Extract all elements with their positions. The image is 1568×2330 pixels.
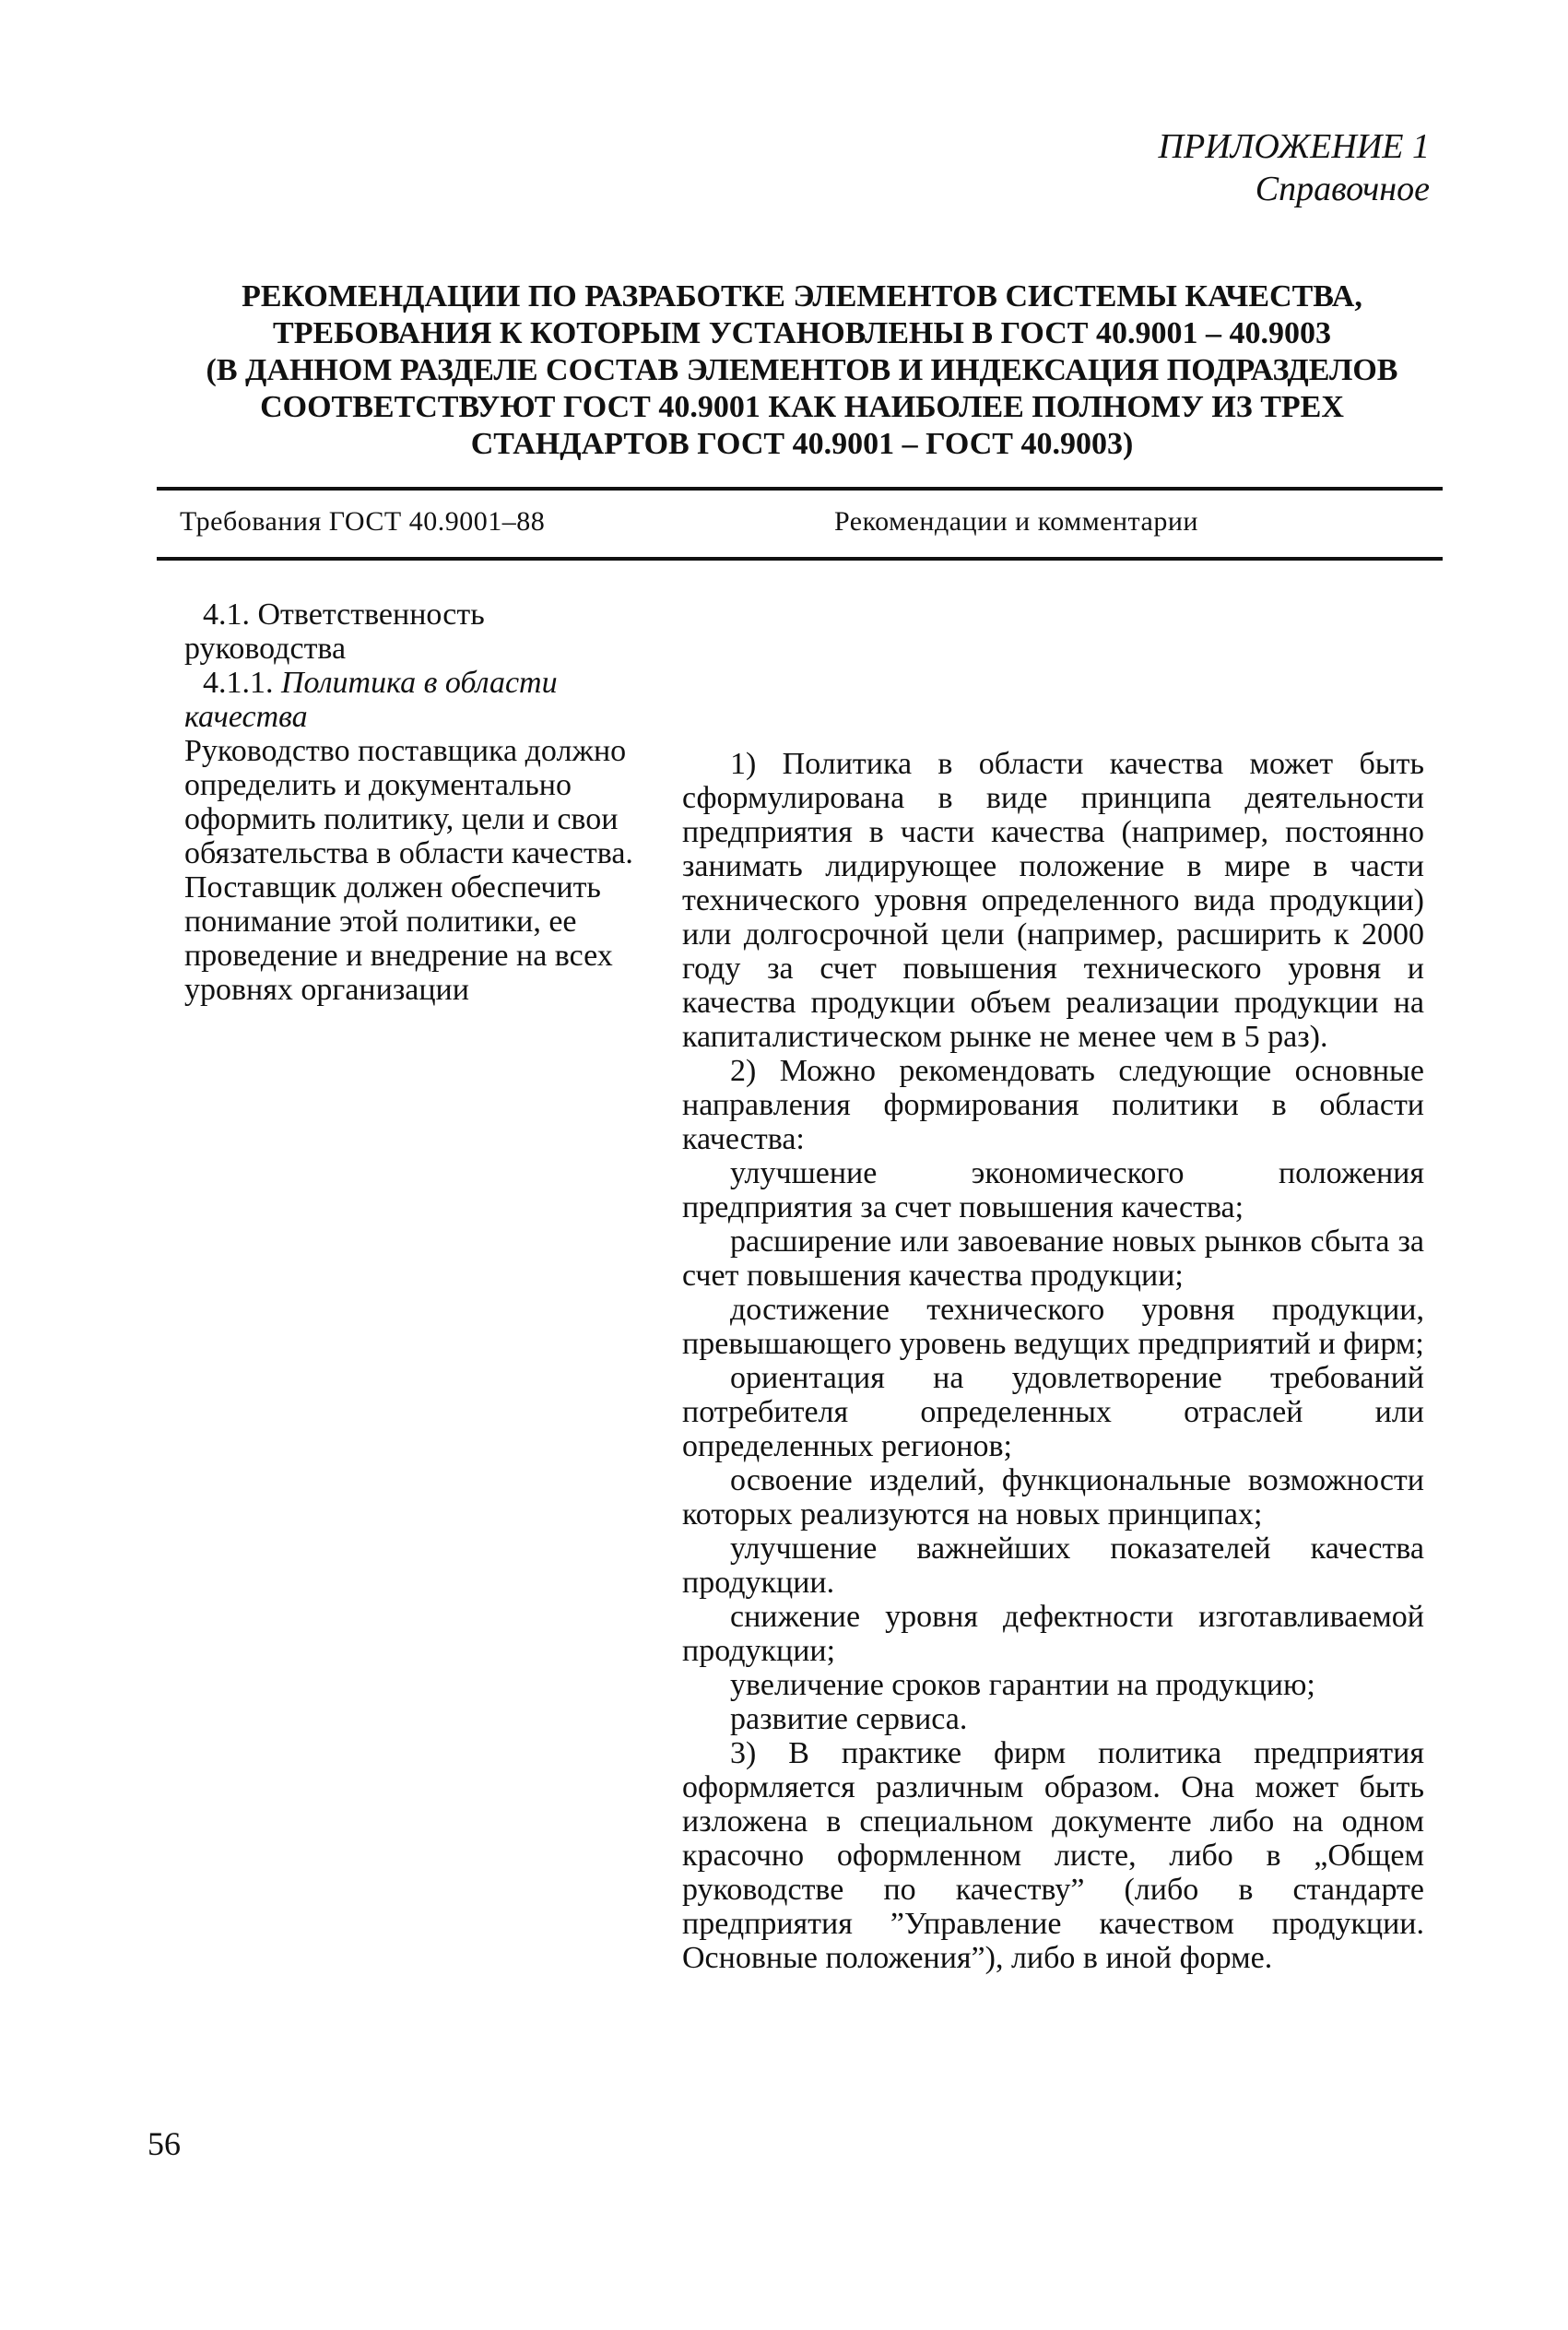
requirements-column [184, 597, 653, 1007]
recommendation-item: увеличение сроков гарантии на продукцию; [730, 1668, 1315, 1702]
document-title [184, 278, 1420, 463]
appendix-kind: Справочное [1255, 170, 1430, 208]
title-line: (В ДАННОМ РАЗДЕЛЕ СОСТАВ ЭЛЕМЕНТОВ И ИНДЕКСАЦИЯ ПОДРАЗДЕЛОВ [206, 353, 1398, 387]
title-line: РЕКОМЕНДАЦИИ ПО РАЗРАБОТКЕ ЭЛЕМЕНТОВ СИСТЕМЫ КАЧЕСТВА, [242, 279, 1362, 313]
recommendation-paragraph: 3) В практике фирм политика предприятия оформляется различным образом. Она может быть изложена в специальном документе либо на одном красочно оформленном листе, либо в „Общем руководстве по качеству” (либо в стандарте предприятия ”Управление качеством продукции. Основные положения”), либо в иной форме. [682, 1736, 1424, 1975]
column-header-requirements: Требования ГОСТ 40.9001–88 [180, 506, 546, 537]
section-heading: 4.1. Ответственность руководства [184, 597, 485, 666]
recommendations-column [682, 747, 1424, 1975]
subsection-number: 4.1.1. [203, 666, 274, 700]
recommendation-item: развитие сервиса. [730, 1702, 968, 1736]
table-header-rule [157, 557, 1443, 561]
requirement-text: Руководство поставщика должно определить и документально оформить политику, цели и свои обязательства в области качества. Поставщик должен обеспечить понимание этой политики, ее проведение и внедрение на всех уровнях организации [184, 734, 633, 1007]
page-number: 56 [147, 2125, 181, 2162]
title-line: ТРЕБОВАНИЯ К КОТОРЫМ УСТАНОВЛЕНЫ В ГОСТ 40.9001 – 40.9003 [273, 316, 1331, 350]
column-header-recommendations: Рекомендации и комментарии [834, 506, 1198, 537]
recommendation-item: улучшение экономического положения предприятия за счет повышения качества; [682, 1156, 1424, 1224]
recommendation-item: достижение технического уровня продукции, превышающего уровень ведущих предприятий и фирм; [682, 1293, 1424, 1361]
appendix-header [1159, 125, 1430, 210]
recommendation-paragraph: 1) Политика в области качества может быть сформулирована в виде принципа деятельности предприятия в части качества (например, постоянно занимать лидирующее положение в мире в части технического уровня определенного вида продукции) или долгосрочной цели (например, расширить к 2000 году за счет повышения технического уровня и качества продукции объем реализации продукции на капиталистическом рынке не менее чем в 5 раз). [682, 747, 1424, 1054]
subsection-heading [184, 666, 653, 734]
title-line: СТАНДАРТОВ ГОСТ 40.9001 – ГОСТ 40.9003) [470, 427, 1134, 461]
recommendation-item: улучшение важнейших показателей качества продукции. [682, 1532, 1424, 1600]
recommendation-item: снижение уровня дефектности изготавливаемой продукции; [682, 1600, 1424, 1668]
recommendation-paragraph: 2) Можно рекомендовать следующие основные направления формирования политики в области качества: [682, 1054, 1424, 1156]
recommendation-item: освоение изделий, функциональные возможности которых реализуются на новых принципах; [682, 1463, 1424, 1532]
recommendation-item: расширение или завоевание новых рынков сбыта за счет повышения качества продукции; [682, 1224, 1424, 1293]
appendix-label: ПРИЛОЖЕНИЕ 1 [1158, 127, 1430, 166]
subsection-title: Политика в области качества [184, 666, 558, 734]
title-line: СООТВЕТСТВУЮТ ГОСТ 40.9001 КАК НАИБОЛЕЕ ПОЛНОМУ ИЗ ТРЕХ [260, 390, 1344, 424]
recommendation-item: ориентация на удовлетворение требований потребителя определенных отраслей или определенных регионов; [682, 1361, 1424, 1463]
table-top-rule [157, 487, 1443, 491]
